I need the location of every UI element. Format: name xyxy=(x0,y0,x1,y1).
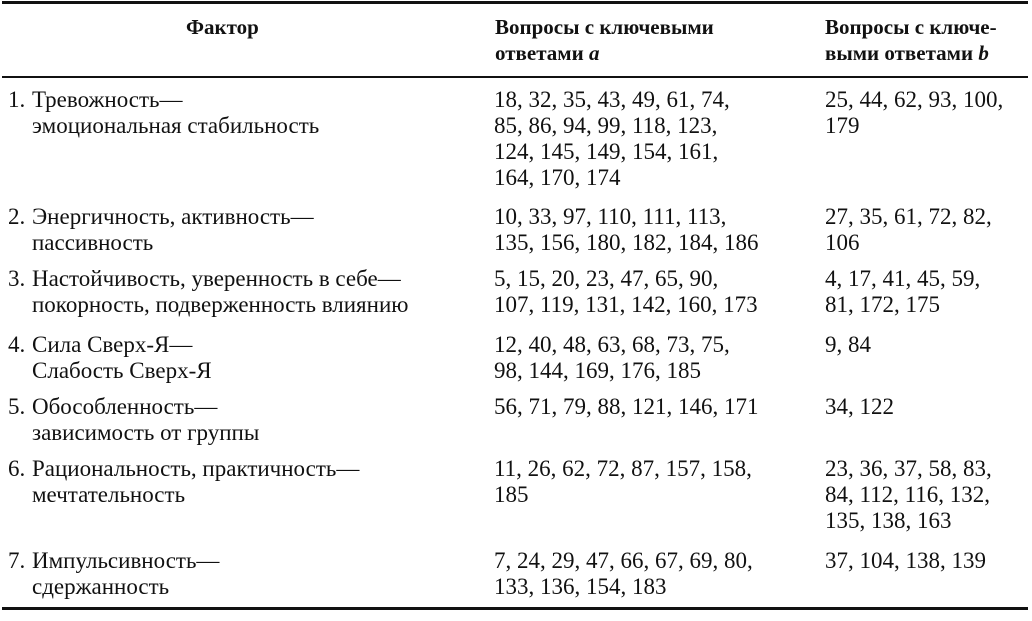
table-top-rule xyxy=(2,1,1028,4)
factor-line: Тревожность— xyxy=(32,87,183,112)
questions-a-line: 5, 15, 20, 23, 47, 65, 90, xyxy=(494,266,719,291)
header-a-line2-text: ответами xyxy=(495,41,589,65)
factor-name xyxy=(32,87,482,139)
header-b-key: b xyxy=(978,41,989,65)
header-b-line2 xyxy=(825,40,1030,66)
questions-a-line: 124, 145, 149, 154, 161, xyxy=(494,139,719,164)
questions-b-cell xyxy=(825,394,1030,420)
row-number: 5. xyxy=(8,394,26,419)
header-answers-b xyxy=(825,14,1030,66)
questions-a-line: 164, 170, 174 xyxy=(494,165,621,190)
factor-name xyxy=(32,266,482,318)
questions-a-cell xyxy=(494,548,804,600)
questions-b-line: 4, 17, 41, 45, 59, xyxy=(825,266,981,291)
questions-b-cell xyxy=(825,548,1030,574)
questions-a-line: 133, 136, 154, 183 xyxy=(494,574,667,599)
header-a-key: a xyxy=(588,41,600,65)
factor-name xyxy=(32,548,482,600)
factor-line: Обособленность— xyxy=(32,394,218,419)
header-b-line2-text: выми ответами xyxy=(825,41,979,65)
factor-line: Рациональность, практичность— xyxy=(32,456,360,481)
factor-line: Энергичность, активность— xyxy=(32,204,314,229)
factor-name xyxy=(32,394,482,446)
questions-b-line: 81, 172, 175 xyxy=(825,292,940,317)
questions-b-cell xyxy=(825,266,1030,318)
questions-a-cell xyxy=(494,394,804,420)
row-number: 3. xyxy=(8,266,26,291)
row-number: 6. xyxy=(8,456,26,481)
questions-b-line: 34, 122 xyxy=(825,394,894,419)
questions-b-cell xyxy=(825,204,1030,256)
questions-b-line: 23, 36, 37, 58, 83, xyxy=(825,456,992,481)
header-a-line2 xyxy=(495,40,795,66)
header-b-line1: Вопросы с ключе- xyxy=(825,15,997,39)
factor-line: Импульсивность— xyxy=(32,548,220,573)
table-header-rule xyxy=(2,76,1028,78)
questions-b-line: 179 xyxy=(825,113,860,138)
factor-line: пассивность xyxy=(32,230,154,255)
factor-name xyxy=(32,456,482,508)
questions-a-cell xyxy=(494,204,804,256)
questions-b-line: 25, 44, 62, 93, 100, xyxy=(825,87,1004,112)
factor-line: сдержанность xyxy=(32,574,170,599)
questions-a-line: 18, 32, 35, 43, 49, 61, 74, xyxy=(494,87,730,112)
questions-b-line: 37, 104, 138, 139 xyxy=(825,548,986,573)
questions-b-line: 9, 84 xyxy=(825,332,871,357)
row-number: 1. xyxy=(8,87,26,112)
row-number: 4. xyxy=(8,332,26,357)
questions-a-cell xyxy=(494,456,804,508)
questions-a-line: 135, 156, 180, 182, 184, 186 xyxy=(494,230,759,255)
questions-b-cell xyxy=(825,332,1030,358)
table-bottom-rule xyxy=(2,607,1028,610)
questions-a-line: 10, 33, 97, 110, 111, 113, xyxy=(494,204,727,229)
questions-a-cell xyxy=(494,332,804,384)
questions-a-line: 85, 86, 94, 99, 118, 123, xyxy=(494,113,718,138)
factor-line: покорность, подверженность влиянию xyxy=(32,292,409,317)
factor-line: мечтательность xyxy=(32,482,186,507)
row-number: 2. xyxy=(8,204,26,229)
questions-b-line: 84, 112, 116, 132, xyxy=(825,482,991,507)
questions-b-line: 135, 138, 163 xyxy=(825,508,952,533)
questions-a-line: 12, 40, 48, 63, 68, 73, 75, xyxy=(494,332,730,357)
questions-a-line: 185 xyxy=(494,482,529,507)
factor-name xyxy=(32,204,482,256)
questions-a-line: 107, 119, 131, 142, 160, 173 xyxy=(494,292,758,317)
questions-a-line: 56, 71, 79, 88, 121, 146, 171 xyxy=(494,394,759,419)
factor-line: эмоциональная стабильность xyxy=(32,113,320,138)
factor-line: Сила Сверх-Я— xyxy=(32,332,193,357)
questions-a-line: 98, 144, 169, 176, 185 xyxy=(494,358,701,383)
row-number: 7. xyxy=(8,548,26,573)
factor-line: Слабость Сверх-Я xyxy=(32,358,212,383)
questions-b-cell xyxy=(825,87,1030,139)
factor-line: зависимость от группы xyxy=(32,420,260,445)
factor-line: Настойчивость, уверенность в себе— xyxy=(32,266,401,291)
questions-a-cell xyxy=(494,87,804,191)
factor-name xyxy=(32,332,482,384)
questions-a-line: 7, 24, 29, 47, 66, 67, 69, 80, xyxy=(494,548,753,573)
questions-b-line: 27, 35, 61, 72, 82, xyxy=(825,204,992,229)
header-answers-a xyxy=(495,14,795,66)
questions-a-cell xyxy=(494,266,804,318)
header-a-line1: Вопросы с ключевыми xyxy=(495,15,714,39)
questions-b-line: 106 xyxy=(825,230,860,255)
questions-b-cell xyxy=(825,456,1030,534)
questions-a-line: 11, 26, 62, 72, 87, 157, 158, xyxy=(494,456,752,481)
header-factor: Фактор xyxy=(186,15,259,39)
